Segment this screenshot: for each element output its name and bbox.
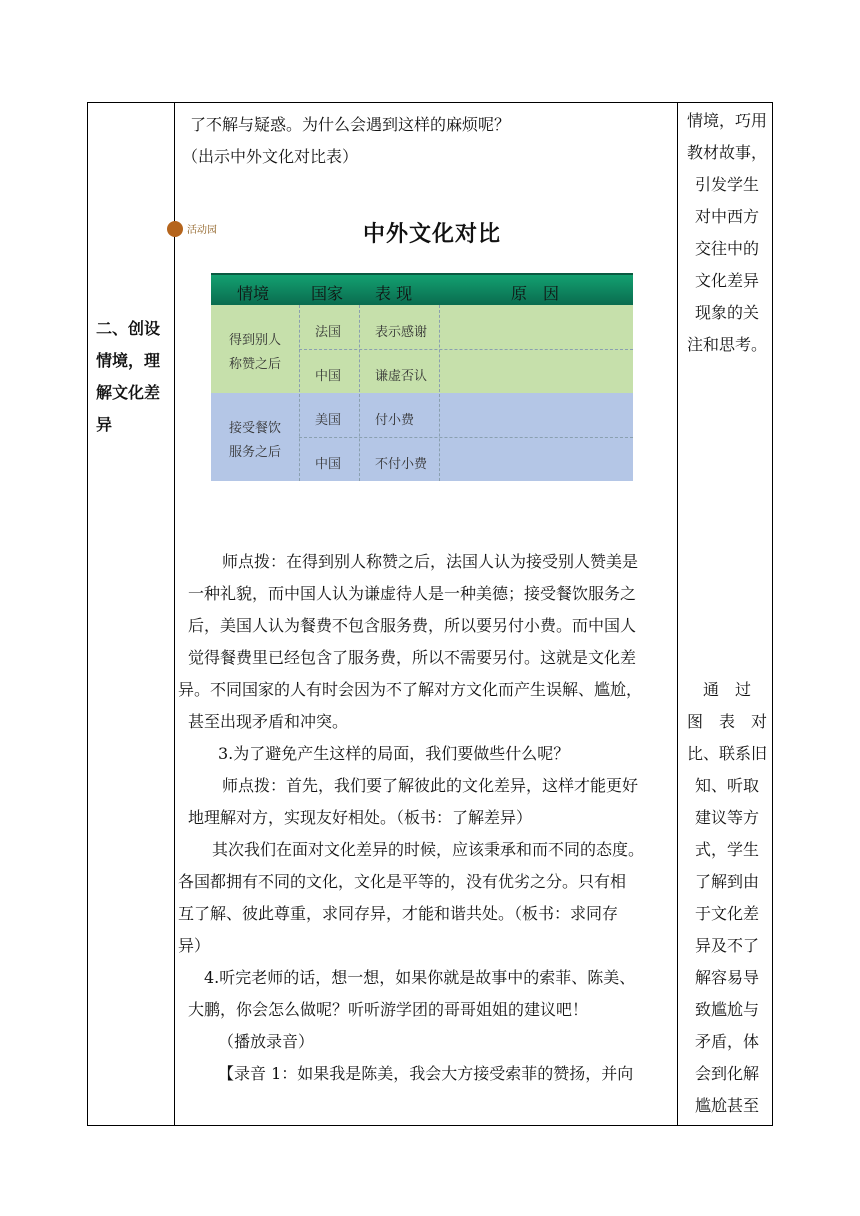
behavior-cell: 表示感谢 — [375, 325, 428, 340]
behavior-cell: 付小费 — [375, 413, 415, 428]
text-line: 一种礼貌，而中国人认为谦虚待人是一种美德；接受餐饮服务之 — [188, 584, 637, 603]
text-line: 现象的关 — [694, 303, 759, 322]
culture-comparison-figure — [123, 205, 560, 483]
behavior-cell: 谦虚否认 — [375, 369, 428, 384]
comparison-table — [211, 273, 633, 483]
country-cell: 美国 — [315, 413, 342, 428]
stage-heading-line: 异 — [96, 415, 113, 434]
text-line: 图 表 对 — [686, 712, 767, 731]
situation-cell: 服务之后 — [229, 445, 282, 460]
text-line: 异及不了 — [694, 936, 759, 955]
text-line: 对中西方 — [694, 207, 759, 226]
text-line: 【录音 1：如果我是陈美，我会大方接受索菲的赞扬，并向 — [218, 1064, 634, 1083]
text-line: 师点拨：首先，我们要了解彼此的文化差异，这样才能更好 — [222, 776, 639, 795]
text-line: 矛盾，体 — [694, 1032, 759, 1051]
stage-heading-line: 二、创设 — [96, 319, 161, 338]
figure-title: 中外文化对比 — [363, 222, 502, 247]
situation-cell: 得到别人 — [229, 333, 282, 348]
text-line: 互了解、彼此尊重，求同存异，才能和谐共处。（板书：求同存 — [178, 904, 619, 923]
header-cell: 原 因 — [511, 284, 560, 303]
text-line: 注和思考。 — [686, 335, 767, 354]
text-line: 建议等方 — [694, 808, 759, 827]
text-line: 各国都拥有不同的文化，文化是平等的，没有优劣之分。只有相 — [178, 872, 627, 891]
text-line: 式，学生 — [694, 840, 759, 859]
behavior-cell: 不付小费 — [375, 457, 428, 472]
text-line: 3.为了避免产生这样的局面，我们要做些什么呢？ — [218, 744, 570, 763]
text-line: 后，美国人认为餐费不包含服务费，所以要另付小费。而中国人 — [188, 616, 637, 635]
activity-logo-icon — [167, 221, 183, 237]
text-line: 了不解与疑惑。为什么会遇到这样的麻烦呢？ — [190, 115, 511, 134]
text-line: （播放录音） — [218, 1032, 315, 1051]
text-line: 甚至出现矛盾和冲突。 — [188, 712, 349, 731]
text-line: 异） — [178, 936, 211, 955]
text-line: 4.听完老师的话，想一想，如果你就是故事中的索菲、陈美、 — [204, 968, 636, 987]
text-line: 觉得餐费里已经包含了服务费，所以不需要另付。这就是文化差 — [188, 648, 637, 667]
dashed-divider — [299, 305, 300, 481]
text-line: 师点拨：在得到别人称赞之后，法国人认为接受别人赞美是 — [222, 552, 639, 571]
header-cell: 情境 — [237, 284, 270, 303]
dashed-divider — [299, 437, 633, 438]
stage-heading-line: 情境，理 — [96, 351, 161, 370]
text-line: 解容易导 — [694, 968, 759, 987]
text-line: 引发学生 — [694, 175, 759, 194]
text-line: 于文化差 — [694, 904, 759, 923]
country-cell: 中国 — [315, 369, 342, 384]
text-line: 大鹏，你会怎么做呢？听听游学团的哥哥姐姐的建议吧！ — [188, 1000, 589, 1019]
text-line: 情境，巧用 — [686, 111, 767, 130]
country-cell: 法国 — [315, 325, 342, 340]
dashed-divider — [299, 349, 633, 350]
situation-cell: 称赞之后 — [229, 357, 282, 372]
text-line: 文化差异 — [694, 271, 759, 290]
text-line: 异。不同国家的人有时会因为不了解对方文化而产生误解、尴尬， — [178, 680, 643, 699]
text-line: 会到化解 — [694, 1064, 759, 1083]
text-line: 知、听取 — [694, 776, 759, 795]
text-line: 尴尬甚至 — [694, 1096, 759, 1115]
stage-heading-line: 解文化差 — [96, 383, 161, 402]
dashed-divider — [439, 305, 440, 481]
text-line: 地理解对方，实现友好相处。（板书：了解差异） — [188, 808, 533, 827]
text-line: 教材故事， — [686, 143, 767, 162]
text-line: 比、联系旧 — [686, 744, 767, 763]
comparison-table-header — [211, 273, 633, 305]
text-line: 通 过 — [702, 680, 751, 699]
header-cell: 表 现 — [375, 284, 413, 303]
dashed-divider — [359, 305, 360, 481]
situation-cell: 接受餐饮 — [229, 421, 282, 436]
text-line: 致尴尬与 — [694, 1000, 759, 1019]
text-line: 了解到由 — [694, 872, 759, 891]
activity-logo-label: 活动园 — [187, 225, 217, 236]
text-line: 其次我们在面对文化差异的时候，应该秉承和而不同的态度。 — [212, 840, 645, 859]
text-line: （出示中外文化对比表） — [182, 147, 359, 166]
header-cell: 国家 — [311, 284, 344, 303]
country-cell: 中国 — [315, 457, 342, 472]
text-line: 交往中的 — [694, 239, 759, 258]
